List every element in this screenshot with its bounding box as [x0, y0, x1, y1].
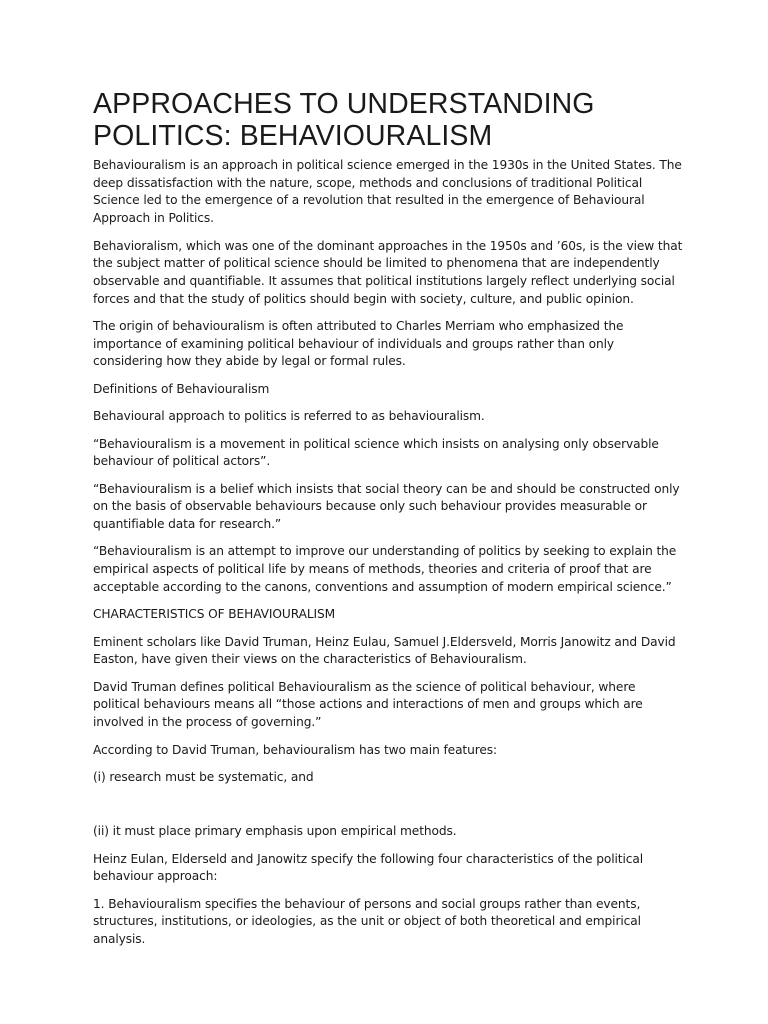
document-page	[93, 88, 683, 958]
paragraph-behavioralism-view: Behavioralism, which was one of the dominant approaches in the 1950s and ’60s, is the view that the subject matter of political science should be limited to phenomena that are independently observable and quantifiable. It assumes that political institutions largely reflect underlying social forces and that the study of politics should begin with society, culture, and public opinion.	[93, 238, 683, 306]
heading-definitions: Definitions of Behaviouralism	[93, 381, 270, 396]
list-item-characteristic-1: 1. Behaviouralism specifies the behaviour of persons and social groups rather than events, structures, institutions, or ideologies, as the unit or object of both theoretical and empirical analysis.	[93, 896, 641, 947]
paragraph-origin: The origin of behaviouralism is often attributed to Charles Merriam who emphasized the importance of examining political behaviour of individuals and groups rather than only considering how they abide by legal or formal rules.	[93, 319, 624, 369]
paragraph-truman-definition: David Truman defines political Behaviouralism as the science of political behaviour, where political behaviours means all “those actions and interactions of men and groups which are involved in the process of governing.”	[93, 679, 643, 730]
quote-definition-1: “Behaviouralism is a movement in political science which insists on analysing only observable behaviour of political actors”.	[93, 436, 659, 469]
heading-characteristics: CHARACTERISTICS OF BEHAVIOURALISM	[93, 607, 336, 622]
paragraph-four-characteristics: Heinz Eulan, Elderseld and Janowitz specify the following four characteristics of the political behaviour approach:	[93, 851, 644, 884]
list-item-feature-2: (ii) it must place primary emphasis upon empirical methods.	[93, 824, 457, 839]
quote-definition-2: “Behaviouralism is a belief which insists that social theory can be and should be constructed only on the basis of observable behaviours because only such behaviour provides measurable or quantifiable data for research.”	[93, 481, 680, 532]
paragraph-scholars: Eminent scholars like David Truman, Heinz Eulau, Samuel J.Eldersveld, Morris Janowitz and David Easton, have given their views on the characteristics of Behaviouralism.	[93, 634, 676, 667]
quote-definition-3: “Behaviouralism is an attempt to improve our understanding of politics by seeking to explain the empirical aspects of political life by means of methods, theories and criteria of proof that are acceptable according to the canons, conventions and assumption of modern empirical science.”	[93, 544, 677, 594]
paragraph-definition-intro: Behavioural approach to politics is referred to as behaviouralism.	[93, 409, 485, 424]
paragraph-intro: Behaviouralism is an approach in political science emerged in the 1930s in the United States. The deep dissatisfaction with the nature, scope, methods and conclusions of traditional Political Science led to the emergence of a revolution that resulted in the emergence of Behavioural Approach in Politics.	[93, 158, 682, 226]
document-title: APPROACHES TO UNDERSTANDING POLITICS: BEHAVIOURALISM	[93, 88, 595, 152]
paragraph-truman-features: According to David Truman, behaviouralism has two main features:	[93, 742, 498, 757]
list-item-feature-1: (i) research must be systematic, and	[93, 769, 314, 784]
